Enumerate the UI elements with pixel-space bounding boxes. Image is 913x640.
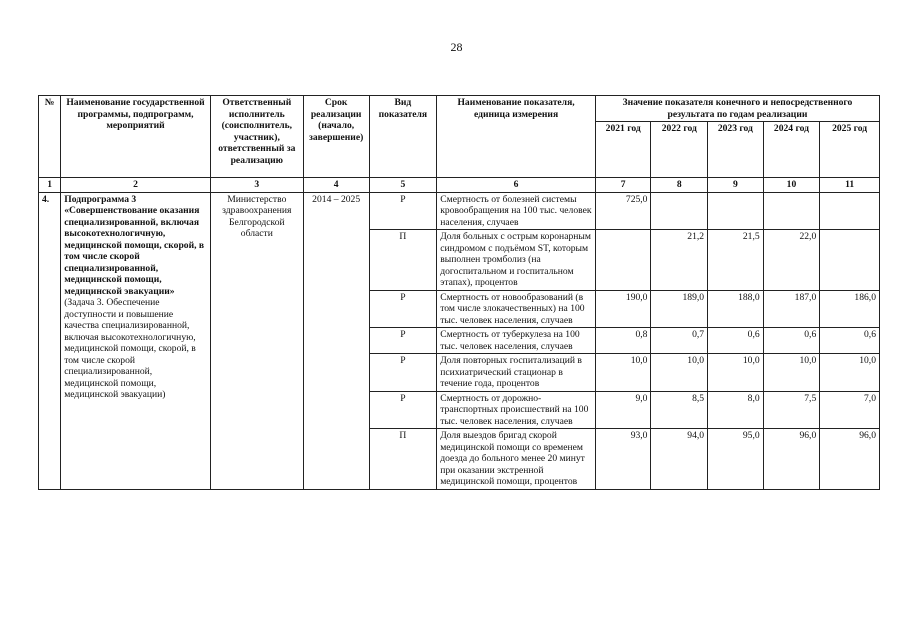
column-number: 4 bbox=[303, 178, 369, 193]
value-2021: 93,0 bbox=[595, 429, 651, 490]
column-number: 1 bbox=[39, 178, 61, 193]
value-2024: 96,0 bbox=[763, 429, 820, 490]
header-year-2021: 2021 год bbox=[595, 122, 651, 178]
table-row bbox=[39, 192, 880, 230]
kind-cell: П bbox=[369, 230, 437, 291]
column-number: 8 bbox=[651, 178, 708, 193]
value-2021: 725,0 bbox=[595, 192, 651, 230]
value-2021: 9,0 bbox=[595, 391, 651, 429]
kind-cell: Р bbox=[369, 391, 437, 429]
column-number: 5 bbox=[369, 178, 437, 193]
column-number: 7 bbox=[595, 178, 651, 193]
value-2021 bbox=[595, 230, 651, 291]
page-number: 28 bbox=[450, 40, 463, 54]
column-numbers-row bbox=[39, 178, 880, 193]
value-2021: 190,0 bbox=[595, 290, 651, 328]
value-2021: 0,8 bbox=[595, 328, 651, 354]
indicator-cell: Смертность от дорожно-транспортных происшествий на 100 тыс. человек населения, случаев bbox=[437, 391, 596, 429]
indicator-cell: Смертность от болезней системы кровообращения на 100 тыс. человек населения, случаев bbox=[437, 192, 596, 230]
column-number: 11 bbox=[820, 178, 880, 193]
program-name-cell bbox=[61, 192, 211, 489]
value-2025: 186,0 bbox=[820, 290, 880, 328]
column-number: 3 bbox=[210, 178, 303, 193]
value-2025: 0,6 bbox=[820, 328, 880, 354]
header-year-2022: 2022 год bbox=[651, 122, 708, 178]
indicator-cell: Доля повторных госпитализаций в психиатрический стационар в течение года, процентов bbox=[437, 354, 596, 392]
value-2025 bbox=[820, 230, 880, 291]
value-2023: 21,5 bbox=[708, 230, 764, 291]
value-2022: 189,0 bbox=[651, 290, 708, 328]
column-number: 6 bbox=[437, 178, 596, 193]
value-2025: 7,0 bbox=[820, 391, 880, 429]
kind-cell: П bbox=[369, 429, 437, 490]
header-num: № bbox=[39, 96, 61, 178]
value-2024 bbox=[763, 192, 820, 230]
indicator-cell: Смертность от туберкулеза на 100 тыс. человек населения, случаев bbox=[437, 328, 596, 354]
value-2023: 95,0 bbox=[708, 429, 764, 490]
value-2022 bbox=[651, 192, 708, 230]
header-year-2023: 2023 год bbox=[708, 122, 764, 178]
header-period: Срок реализации (начало, завершение) bbox=[303, 96, 369, 178]
column-number: 2 bbox=[61, 178, 211, 193]
header-kind: Вид показателя bbox=[369, 96, 437, 178]
value-2024: 22,0 bbox=[763, 230, 820, 291]
header-year-2024: 2024 год bbox=[763, 122, 820, 178]
value-2025: 96,0 bbox=[820, 429, 880, 490]
value-2025: 10,0 bbox=[820, 354, 880, 392]
value-2023: 8,0 bbox=[708, 391, 764, 429]
indicators-table bbox=[38, 95, 880, 490]
kind-cell: Р bbox=[369, 192, 437, 230]
value-2023: 188,0 bbox=[708, 290, 764, 328]
header-indicator: Наименование показателя, единица измерения bbox=[437, 96, 596, 178]
value-2024: 10,0 bbox=[763, 354, 820, 392]
value-2024: 187,0 bbox=[763, 290, 820, 328]
value-2023: 0,6 bbox=[708, 328, 764, 354]
kind-cell: Р bbox=[369, 290, 437, 328]
program-task: (Задача 3. Обеспечение доступности и повышение качества специализированной, включая высокотехнологичную, медицинской помощи, скорой, в том числе скорой специализированной, медицинской помощи, медицинской эвакуации) bbox=[64, 297, 196, 400]
value-2022: 0,7 bbox=[651, 328, 708, 354]
kind-cell: Р bbox=[369, 328, 437, 354]
indicator-cell: Доля выездов бригад скорой медицинской помощи со временем доезда до больного менее 20 минут при оказании экстренной медицинской помощи, процентов bbox=[437, 429, 596, 490]
row-num: 4. bbox=[39, 192, 61, 489]
kind-cell: Р bbox=[369, 354, 437, 392]
value-2023: 10,0 bbox=[708, 354, 764, 392]
header-program-name: Наименование государственной программы, подпрограмм, мероприятий bbox=[61, 96, 211, 178]
header-values-group: Значение показателя конечного и непосредственного результата по годам реализации bbox=[595, 96, 879, 122]
column-number: 10 bbox=[763, 178, 820, 193]
column-number: 9 bbox=[708, 178, 764, 193]
value-2022: 21,2 bbox=[651, 230, 708, 291]
indicator-cell: Смертность от новообразований (в том числе злокачественных) на 100 тыс. человек населения, случаев bbox=[437, 290, 596, 328]
value-2025 bbox=[820, 192, 880, 230]
value-2024: 7,5 bbox=[763, 391, 820, 429]
value-2022: 8,5 bbox=[651, 391, 708, 429]
value-2021: 10,0 bbox=[595, 354, 651, 392]
header-year-2025: 2025 год bbox=[820, 122, 880, 178]
program-title: Подпрограмма 3 «Совершенствование оказания специализированной, включая высокотехнологичную, медицинской помощи, скорой, в том числе скорой специализированной, медицинской помощи, медицинской эвакуации» bbox=[64, 193, 205, 297]
period-cell: 2014 – 2025 bbox=[303, 192, 369, 489]
value-2022: 94,0 bbox=[651, 429, 708, 490]
header-row bbox=[39, 96, 880, 122]
header-executor: Ответственный исполнитель (соисполнитель, участник), ответственный за реализацию bbox=[210, 96, 303, 178]
executor-cell: Министерство здравоохранения Белгородской области bbox=[210, 192, 303, 489]
value-2024: 0,6 bbox=[763, 328, 820, 354]
value-2022: 10,0 bbox=[651, 354, 708, 392]
indicator-cell: Доля больных с острым коронарным синдромом с подъёмом ST, которым выполнен тромболиз (на догоспитальном и госпитальном этапах), процентов bbox=[437, 230, 596, 291]
value-2023 bbox=[708, 192, 764, 230]
